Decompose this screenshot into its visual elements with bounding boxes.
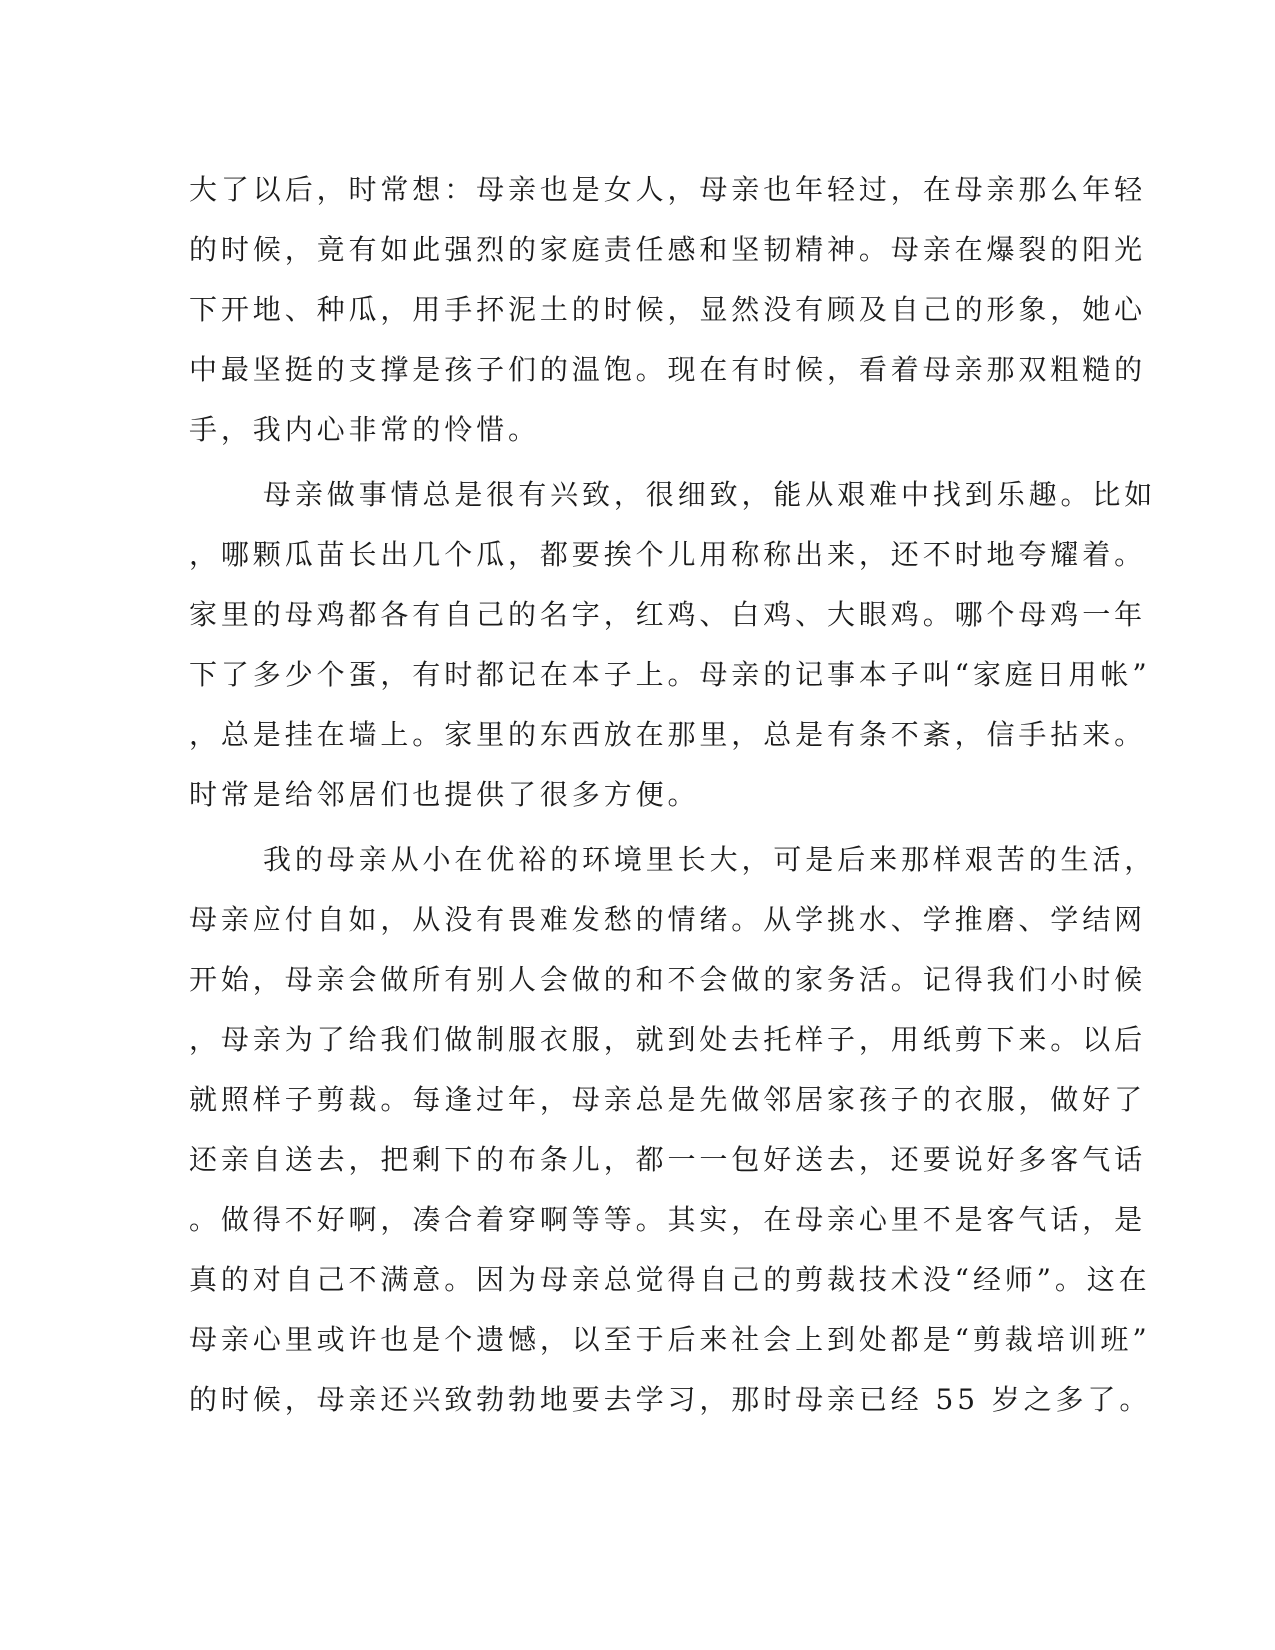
text-line: ，总是挂在墙上。家里的东西放在那里，总是有条不紊，信手拈来。 — [189, 718, 1147, 751]
text-line: 我的母亲从小在优裕的环境里长大，可是后来那样艰苦的生活， — [263, 843, 1157, 876]
text-line: 家里的母鸡都各有自己的名字，红鸡、白鸡、大眼鸡。哪个母鸡一年 — [189, 598, 1147, 631]
text-line: ，母亲为了给我们做制服衣服，就到处去托样子，用纸剪下来。以后 — [189, 1023, 1147, 1056]
text-line: 的时候，竟有如此强烈的家庭责任感和坚韧精神。母亲在爆裂的阳光 — [189, 233, 1147, 266]
text-line: 下了多少个蛋，有时都记在本子上。母亲的记事本子叫“家庭日用帐” — [189, 658, 1151, 691]
text-line: 时常是给邻居们也提供了很多方便。 — [189, 778, 700, 811]
text-line: 母亲做事情总是很有兴致，很细致，能从艰难中找到乐趣。比如 — [263, 478, 1157, 511]
text-line: 母亲心里或许也是个遗憾，以至于后来社会上到处都是“剪裁培训班” — [189, 1323, 1151, 1356]
text-line: 手，我内心非常的怜惜。 — [189, 413, 540, 446]
text-line: ，哪颗瓜苗长出几个瓜，都要挨个儿用称称出来，还不时地夸耀着。 — [189, 538, 1147, 571]
text-line: 还亲自送去，把剩下的布条儿，都一一包好送去，还要说好多客气话 — [189, 1143, 1147, 1176]
text-line: 下开地、种瓜，用手抔泥土的时候，显然没有顾及自己的形象，她心 — [189, 293, 1147, 326]
text-line: 开始，母亲会做所有别人会做的和不会做的家务活。记得我们小时候 — [189, 963, 1147, 996]
text-line: 母亲应付自如，从没有畏难发愁的情绪。从学挑水、学推磨、学结网 — [189, 903, 1147, 936]
text-line: 真的对自己不满意。因为母亲总觉得自己的剪裁技术没“经师”。这在 — [189, 1263, 1151, 1296]
text-line: 中最坚挺的支撑是孩子们的温饱。现在有时候，看着母亲那双粗糙的 — [189, 353, 1147, 386]
text-line: 大了以后，时常想：母亲也是女人，母亲也年轻过，在母亲那么年轻 — [189, 173, 1147, 206]
text-line: 。做得不好啊，凑合着穿啊等等。其实，在母亲心里不是客气话，是 — [189, 1203, 1147, 1236]
text-line: 就照样子剪裁。每逢过年，母亲总是先做邻居家孩子的衣服，做好了 — [189, 1083, 1147, 1116]
text-line: 的时候，母亲还兴致勃勃地要去学习，那时母亲已经 55 岁之多了。 — [189, 1383, 1152, 1416]
